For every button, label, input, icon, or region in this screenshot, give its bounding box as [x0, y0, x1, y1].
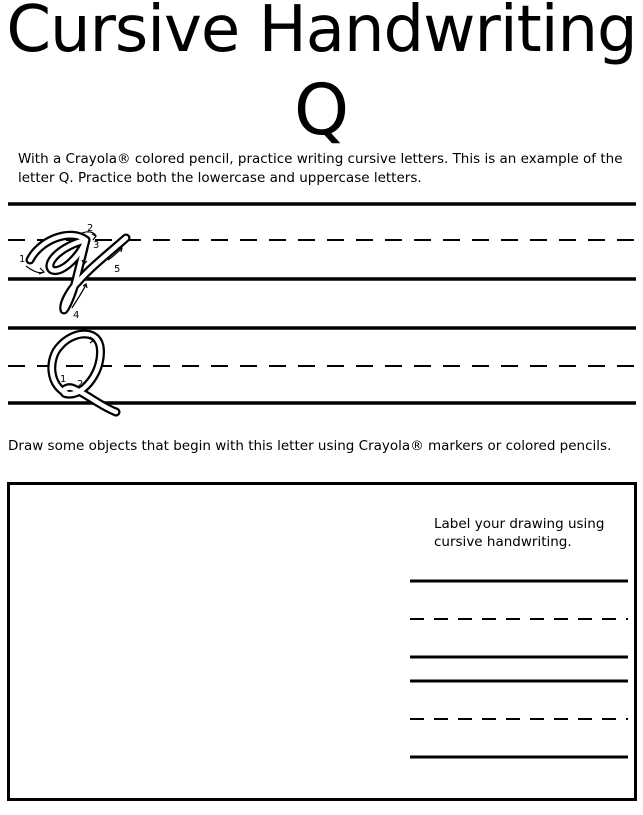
stroke-number: 2: [77, 379, 84, 390]
label-writing-lines[interactable]: [408, 573, 634, 773]
stroke-number: 1: [60, 374, 67, 385]
intro-text: With a Crayola® colored pencil, practice writing cursive letters. This is an example of the letter Q. Practice both the lowercase and uppercase letters.: [18, 151, 623, 186]
handwriting-practice-lines[interactable]: [0, 190, 643, 422]
uppercase-q-example: [52, 334, 116, 412]
stroke-number: 2: [87, 223, 94, 234]
page-title: Cursive Handwriting: [6, 0, 637, 67]
featured-letter: Q: [293, 69, 350, 151]
stroke-number: 5: [114, 264, 121, 275]
drawing-area[interactable]: [7, 482, 637, 801]
drawing-instructions: Draw some objects that begin with this letter using Crayola® markers or colored pencils.: [8, 438, 612, 454]
lowercase-q-example: [19, 223, 126, 321]
stroke-number: 4: [73, 310, 80, 321]
stroke-number: 3: [93, 240, 100, 251]
stroke-number: 1: [19, 254, 26, 265]
label-instructions: Label your drawing using cursive handwriting.: [434, 516, 605, 550]
